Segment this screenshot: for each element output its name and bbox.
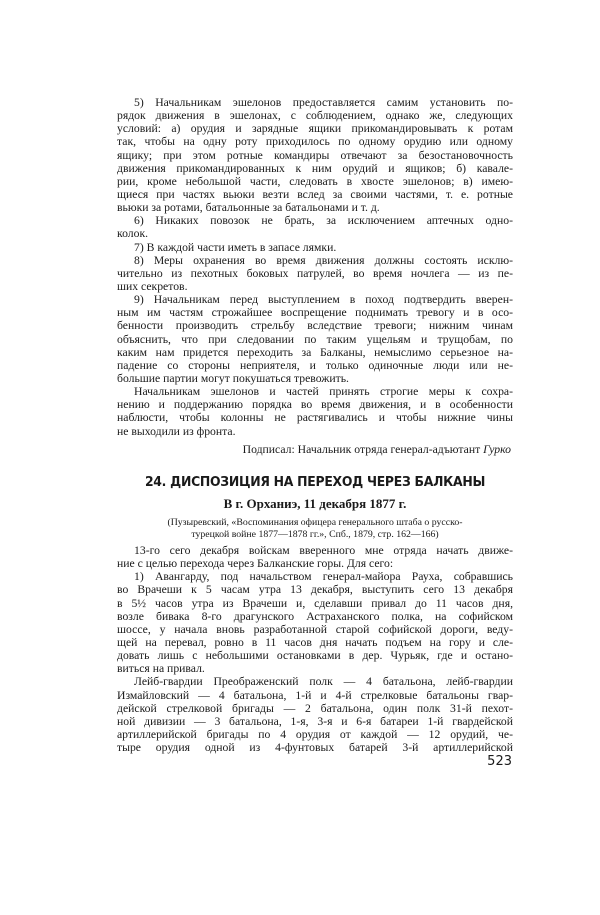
text-line: во Врачеши к 5 часам утра 13 декабря, выступить сего 13 декабря — [117, 583, 513, 597]
text-line: довать лишь с небольшими остановками в дер. Чурьяк, где и остано- — [117, 649, 513, 663]
text-line: тыре орудия одной из 4-фунтовых батарей 3-й артиллерийской — [117, 741, 513, 755]
paragraph — [117, 241, 513, 254]
document-subtitle: В г. Орханиэ, 11 декабря 1877 г. — [223, 496, 407, 511]
text-line: 7) В каждой части иметь в запасе лямки. — [134, 240, 337, 254]
text-line: рии, кроме небольшой части, следовать в хвосте эшелонов; в) имею- — [117, 174, 513, 188]
paragraph — [117, 254, 513, 293]
text-line: колок. — [117, 227, 149, 241]
text-line: 5) Начальникам эшелонов предоставляется самим установить по- — [134, 96, 513, 109]
paragraph — [117, 214, 513, 240]
text-line: 13-го сего декабря войскам вверенного мне отряда начать движе- — [134, 544, 513, 557]
section-1-text — [117, 96, 513, 438]
text-line: ние с целью перехода через Балканские горы. Для сего: — [117, 557, 394, 571]
paragraph — [117, 675, 513, 754]
text-line: виться на привал. — [117, 662, 205, 676]
text-line: ным им частям строжайшее воспрещение поднимать тревогу и в осо- — [117, 306, 513, 320]
paragraph — [117, 293, 513, 385]
text-line: большие партии могут покушаться тревожить. — [117, 371, 349, 385]
text-line: Начальникам эшелонов и частей принять строгие меры к сохра- — [134, 385, 513, 399]
text-line: наблюсти, чтобы колонны не растягивались и чтобы нижние чины — [117, 411, 513, 425]
page-number: 523 — [487, 754, 512, 769]
text-line: в 5½ часов утра из Врачеши и, сделавши привал до 11 часов дня, — [117, 596, 513, 610]
text-line: не выходили из фронта. — [117, 424, 236, 438]
text-line: так, чтобы на одну роту приходилось по одному орудию или одному — [117, 135, 513, 149]
text-line: чительно из пехотных боковых патрулей, во время ночлега — из пе- — [117, 266, 513, 280]
text-line: вьюки за ротами, батальонные за батальонами и т. д. — [117, 201, 380, 215]
text-line: 1) Авангарду, под начальством генерал-майора Рауха, собравшись — [134, 570, 513, 584]
document-title: 24. ДИСПОЗИЦИЯ НА ПЕРЕХОД ЧЕРЕЗ БАЛКАНЫ — [144, 474, 486, 490]
signature-text: Подписал: Начальник отряда генерал-адъютант — [242, 443, 484, 456]
text-line: рядок движения в эшелонах, с соблюдением, однако же, следующих — [117, 109, 513, 123]
text-line: каким нам придется переходить за Балканы, немыслимо серьезное на- — [117, 345, 513, 359]
paragraph — [117, 385, 513, 438]
citation-line: турецкой войне 1877—1878 гг.», Спб., 1879, стр. 162—166) — [191, 529, 439, 540]
text-line: ших секретов. — [117, 279, 188, 293]
text-line: артиллерийской бригады по 4 орудия от каждой — 12 орудий, че- — [117, 727, 513, 741]
text-line: 8) Меры охранения во время движения должны состоять исклю- — [134, 253, 513, 267]
text-line: щей на перевал, ровно в 11 часов дня начать подъем на гору и сле- — [117, 635, 513, 649]
text-line: бенности производить стрельбу вследствие тревоги; нижним чинам — [117, 319, 513, 333]
text-line: 6) Никаких повозок не брать, за исключением аптечных одно- — [134, 214, 513, 228]
text-line: щиеся при частях вьюки везти вслед за своими частями, т. е. ротные — [117, 187, 513, 201]
text-line: возле бивака 8-го драгунского Астраханского полка, на софийском — [117, 609, 513, 623]
text-line: объяснить, что при следовании по таким ущельям и трущобам, по — [117, 332, 513, 346]
text-line: 9) Начальникам перед выступлением в поход подтвердить вверен- — [134, 293, 513, 307]
section-2-text — [117, 544, 513, 754]
text-line: ящику; при этом ротные командиры отвечают за безостановочность — [117, 148, 513, 162]
paragraph — [117, 570, 513, 675]
text-line: нению и поддержанию порядка во время движения, и в особенности — [117, 398, 513, 412]
text-line: Лейб-гвардии Преображенский полк — 4 батальона, лейб-гвардии — [134, 675, 513, 689]
text-line: дейской стрелковой бригады — 2 батальона, один полк 31-й пехот- — [117, 701, 513, 715]
text-line: Измайловский — 4 батальона, 1-й и 4-й стрелковые батальоны гвар- — [117, 688, 513, 702]
text-line: ной дивизии — 3 батальона, 1-я, 3-я и 6-я батареи 1-й гвардейской — [117, 714, 513, 728]
signature-name: Гурко — [483, 443, 511, 456]
source-citation — [117, 517, 513, 541]
text-line: условий: а) орудия и зарядные ящики прикомандировывать к ротам — [117, 122, 513, 136]
signature-line — [117, 443, 511, 457]
paragraph — [117, 544, 513, 570]
text-line: падение со стороны неприятеля, и только одиночные люди или не- — [117, 358, 513, 372]
text-line: движения прикомандированных к ним орудий и ящиков; б) кавале- — [117, 161, 513, 175]
text-line: шоссе, у начала вновь разработанной старой софийской дороги, веду- — [117, 622, 513, 636]
citation-line: (Пузыревский, «Воспоминания офицера генерального штаба о русско- — [167, 517, 463, 528]
paragraph — [117, 96, 513, 214]
